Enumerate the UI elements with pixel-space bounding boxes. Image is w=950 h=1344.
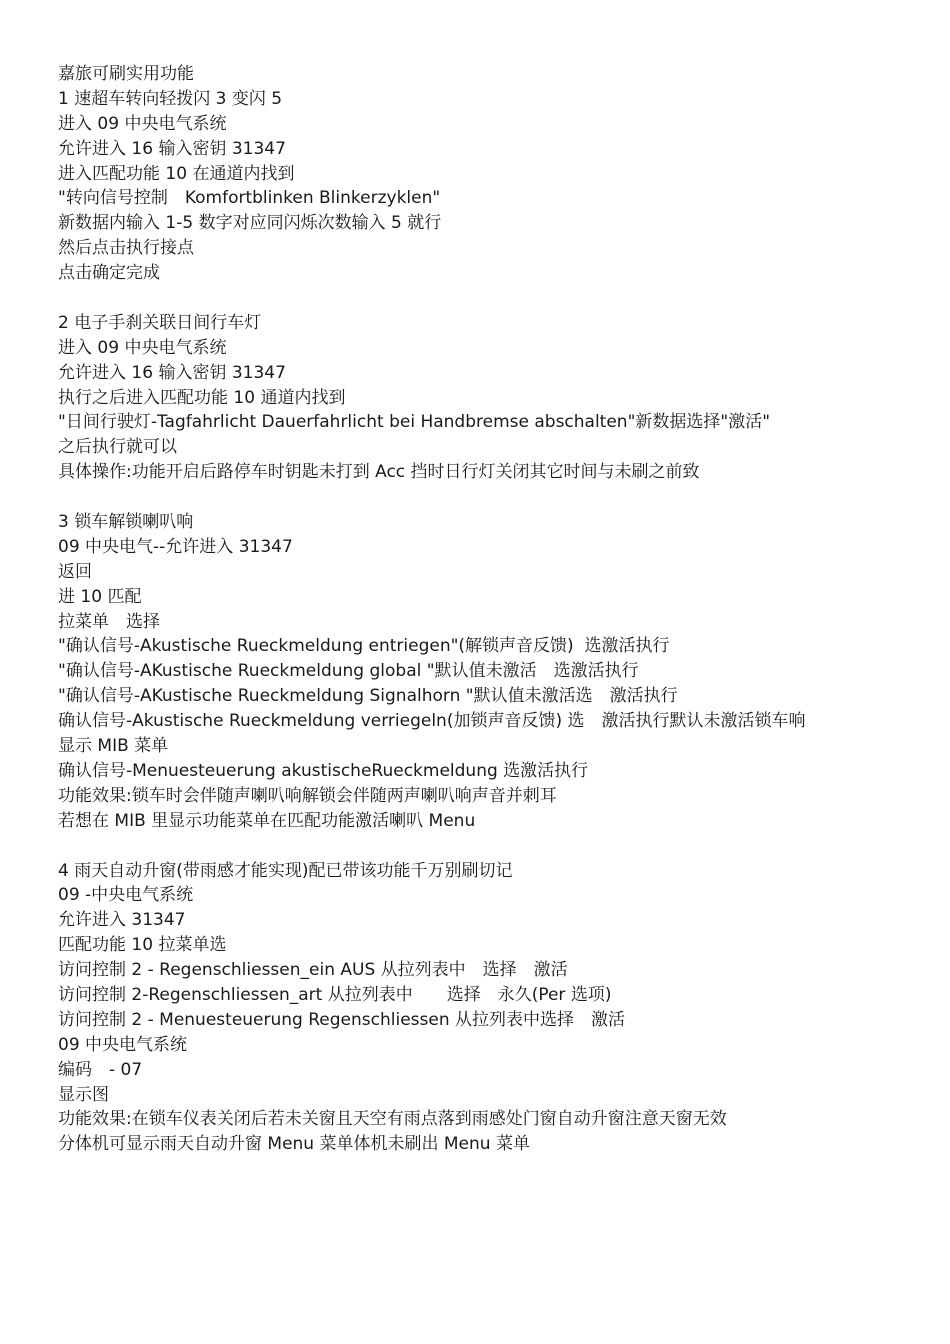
text-line: 进入匹配功能 10 在通道内找到 — [58, 163, 295, 184]
section-heading: 2 电子手刹关联日间行车灯 — [58, 312, 262, 333]
text-line: 执行之后进入匹配功能 10 通道内找到 — [58, 387, 346, 408]
text-line: "日间行驶灯-Tagfahrlicht Dauerfahrlicht bei Handbremse abschalten"新数据选择"激活" — [58, 412, 771, 433]
text-line: 09 中央电气--允许进入 31347 — [58, 536, 293, 557]
section-4 — [58, 859, 928, 1158]
section-heading: 4 雨天自动升窗(带雨感才能实现)配已带该功能千万别刷切记 — [58, 860, 513, 881]
text-line: 访问控制 2 - Regenschliessen_ein AUS 从拉列表中 选择 激活 — [58, 960, 568, 981]
text-line: "转向信号控制 Komfortblinken Blinkerzyklen" — [58, 188, 441, 209]
text-line: 功能效果:锁车时会伴随声喇叭响解锁会伴随两声喇叭响声音并刺耳 — [58, 785, 557, 806]
text-line: 返回 — [58, 561, 92, 582]
text-line: 确认信号-Akustische Rueckmeldung verriegeln(加锁声音反馈) 选 激活执行默认未激活锁车响 — [58, 711, 806, 732]
text-line: 若想在 MIB 里显示功能菜单在匹配功能激活喇叭 Menu — [58, 810, 476, 831]
text-line: 之后执行就可以 — [58, 437, 177, 458]
text-line: 进入 09 中央电气系统 — [58, 337, 227, 358]
text-line: 然后点击执行接点 — [58, 238, 194, 259]
text-line: "确认信号-Akustische Rueckmeldung entriegen"(解锁声音反馈) 选激活执行 — [58, 636, 670, 657]
section-title: 嘉旅可刷实用功能 — [58, 64, 194, 84]
text-line: 访问控制 2 - Menuesteuerung Regenschliessen 从拉列表中选择 激活 — [58, 1009, 626, 1030]
text-line: 编码 - 07 — [58, 1059, 143, 1080]
text-line: 具体操作:功能开启后路停车时钥匙未打到 Acc 挡时日行灯关闭其它时间与未刷之前致 — [58, 462, 700, 483]
text-line: 点击确定完成 — [58, 263, 160, 284]
text-line: 匹配功能 10 拉菜单选 — [58, 935, 227, 956]
text-line: 确认信号-Menuesteuerung akustischeRueckmeldung 选激活执行 — [58, 760, 589, 781]
text-line: 允许进入 16 输入密钥 31347 — [58, 362, 286, 383]
text-line: 新数据内输入 1-5 数字对应同闪烁次数输入 5 就行 — [58, 213, 442, 234]
text-line: 显示图 — [58, 1084, 109, 1105]
text-line: 09 -中央电气系统 — [58, 885, 194, 906]
text-line: 09 中央电气系统 — [58, 1034, 188, 1055]
paragraph-spacer — [58, 834, 928, 859]
text-line: 1 速超车转向轻拨闪 3 变闪 5 — [58, 88, 283, 109]
text-line: 进入 09 中央电气系统 — [58, 113, 227, 134]
text-line: 拉菜单 选择 — [58, 611, 160, 632]
document-page — [58, 62, 928, 1157]
text-line: 分体机可显示雨天自动升窗 Menu 菜单体机未刷出 Menu 菜单 — [58, 1134, 530, 1155]
paragraph-spacer — [58, 286, 928, 311]
section-3 — [58, 510, 928, 834]
text-line: 进 10 匹配 — [58, 586, 142, 607]
text-line: 功能效果:在锁车仪表关闭后若未关窗且天空有雨点落到雨感处门窗自动升窗注意天窗无效 — [58, 1109, 727, 1130]
text-line: 访问控制 2-Regenschliessen_art 从拉列表中 选择 永久(Per 选项) — [58, 984, 612, 1005]
section-2 — [58, 311, 928, 485]
text-line: 允许进入 16 输入密钥 31347 — [58, 138, 286, 159]
text-line: "确认信号-AKustische Rueckmeldung Signalhorn "默认值未激活选 激活执行 — [58, 686, 678, 707]
paragraph-spacer — [58, 485, 928, 510]
section-heading: 3 锁车解锁喇叭响 — [58, 512, 194, 533]
text-line: 显示 MIB 菜单 — [58, 736, 169, 757]
text-line: "确认信号-AKustische Rueckmeldung global "默认值未激活 选激活执行 — [58, 661, 639, 682]
text-line: 允许进入 31347 — [58, 910, 186, 931]
section-1 — [58, 62, 928, 286]
